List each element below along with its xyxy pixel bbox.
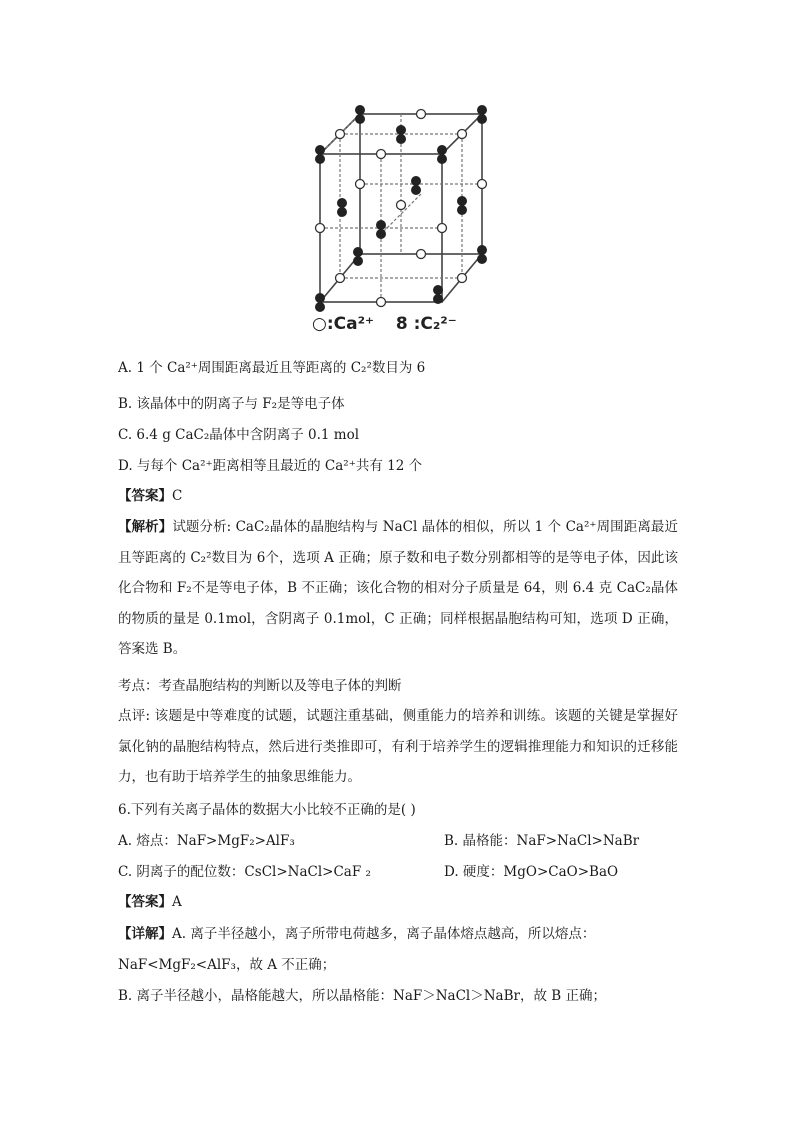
q6-option-a: A. 熔点：NaF>MgF₂>AlF₃: [118, 833, 295, 849]
ca-cation: [397, 201, 406, 210]
ca-cation: [356, 180, 365, 189]
q5-option-b: B. 该晶体中的阴离子与 F₂是等电子体: [118, 396, 345, 412]
crystal-structure-figure: [312, 102, 490, 342]
ca-cation: [478, 180, 487, 189]
analysis-tag: 【解析】: [118, 519, 173, 535]
c2-anion: [411, 176, 421, 195]
answer-tag: 【答案】: [118, 894, 172, 910]
q6-option-c: C. 阴离子的配位数：CsCl>NaCl>CaF ₂: [118, 864, 371, 880]
detail-text-1: A. 离子半径越小，离子所带电荷越多，离子晶体熔点越高，所以熔点：: [172, 926, 596, 942]
q6-detail-line-3: B. 离子半径越小，晶格能越大，所以晶格能：NaF＞NaCl＞NaBr，故 B 正确；: [118, 988, 606, 1004]
detail-tag: 【详解】: [118, 926, 172, 942]
c2-anion: [337, 198, 347, 217]
ca-cation: [458, 274, 467, 283]
q6-stem: 6.下列有关离子晶体的数据大小比较不正确的是( ): [118, 802, 416, 818]
cac2-unit-cell-diagram: [312, 102, 490, 342]
c2-anion: [457, 196, 467, 215]
ca-cation: [377, 298, 386, 307]
ca-cation: [417, 110, 426, 119]
c2-anion: [376, 220, 386, 239]
q5-kaodian: 考点：考查晶胞结构的判断以及等电子体的判断: [118, 678, 402, 694]
ca-cation: [336, 130, 345, 139]
q6-detail-line-2: NaF<MgF₂<AlF₃，故 A 不正确；: [118, 957, 336, 973]
q5-analysis: [118, 512, 678, 665]
ca-cation: [438, 224, 447, 233]
q5-answer: [118, 486, 182, 506]
legend-ca: ○:Ca²⁺: [312, 314, 374, 334]
ca-cation: [316, 224, 325, 233]
q5-dianping: 点评: 该题是中等难度的试题，试题注重基础，侧重能力的培养和训练。该题的关键是掌握好氯化钠的晶胞结构特点，然后进行类推即可，有利于培养学生的逻辑推理能力和知识的迁移能力，也有助于培养学生的抽象思维能力。: [118, 708, 678, 785]
answer-value: C: [172, 488, 183, 504]
q6-option-d: D. 硬度：MgO>CaO>BaO: [444, 864, 619, 880]
answer-value: A: [172, 894, 182, 910]
q5-option-a: A. 1 个 Ca²⁺周围距离最近且等距离的 C₂²数目为 6: [118, 360, 426, 376]
q5-option-c: C. 6.4 g CaC₂晶体中含阴离子 0.1 mol: [118, 427, 360, 443]
ca-cation: [336, 274, 345, 283]
legend-c2: 8 :C₂²⁻: [395, 314, 457, 334]
answer-tag: 【答案】: [118, 488, 172, 504]
ca-cation: [377, 150, 386, 159]
q6-option-b: B. 晶格能：NaF>NaCl>NaBr: [444, 833, 640, 849]
ca-cation: [417, 250, 426, 259]
analysis-text: 试题分析: CaC₂晶体的晶胞结构与 NaCl 晶体的相似，所以 1 个 Ca²⁺周围距离最近且等距离的 C₂²数目为 6个，选项 A 正确；原子数和电子数分别都相等的是等电子体，因此该化合物和 F₂不是等电子体，B 不正确；该化合物的相对分子质量是 64，则 6.4 克 CaC₂晶体的物质的量是 0.1mol，含阴离子 0.1mol，C 正确；同样根据晶胞结构可知，选项 D 正确，答案选 B。: [118, 519, 678, 657]
q6-detail-line-1: [118, 924, 595, 944]
c2-anion: [353, 247, 363, 266]
q6-answer: [118, 892, 182, 912]
q5-option-d: D. 与每个 Ca²⁺距离相等且最近的 Ca²⁺共有 12 个: [118, 458, 423, 474]
ca-cation: [458, 130, 467, 139]
